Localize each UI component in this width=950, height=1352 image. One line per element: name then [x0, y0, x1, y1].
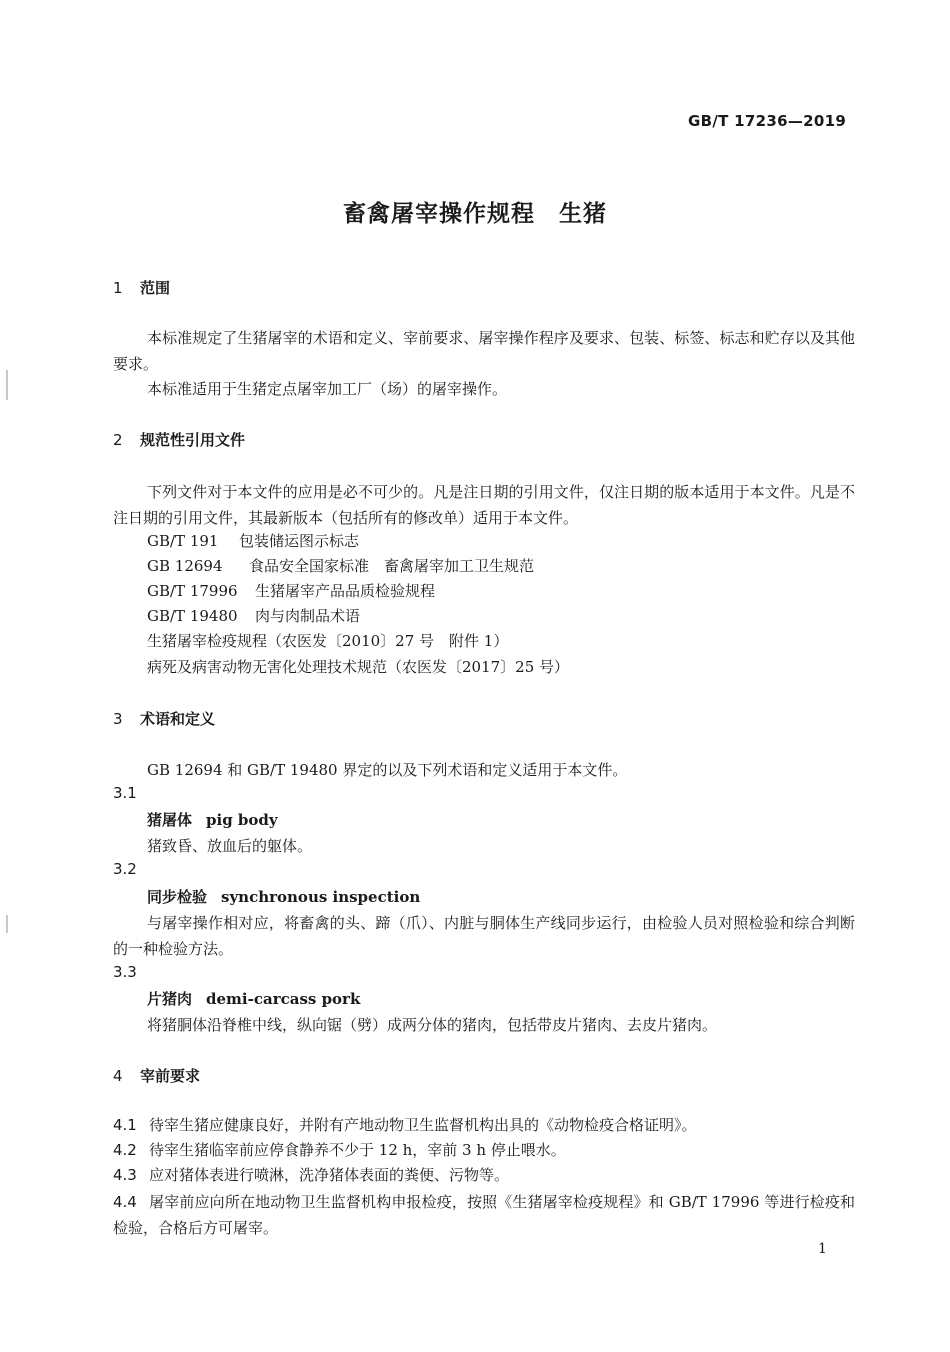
term-english: pig body	[206, 811, 278, 829]
clause	[113, 1189, 855, 1241]
clause	[113, 1139, 566, 1160]
reference-item	[147, 580, 435, 601]
page-number: 1	[818, 1241, 827, 1257]
clause-number: 4.1	[113, 1116, 137, 1134]
reference-title: 食品安全国家标准 畜禽屠宰加工卫生规范	[249, 557, 535, 575]
reference-code: GB/T 17996	[147, 582, 238, 600]
reference-title: 包装储运图示标志	[239, 532, 360, 550]
paragraph: 本标准适用于生猪定点屠宰加工厂（场）的屠宰操作。	[147, 380, 508, 398]
section-heading-3	[113, 708, 215, 729]
term-definition: 与屠宰操作相对应，将畜禽的头、蹄（爪）、内脏与胴体生产线同步运行，由检验人员对照检验和综合判断的一种检验方法。	[113, 914, 855, 958]
standard-number: GB/T 17236—2019	[688, 112, 847, 130]
paragraph: 本标准规定了生猪屠宰的术语和定义、宰前要求、屠宰操作程序及要求、包装、标签、标志和贮存以及其他要求。	[113, 329, 855, 373]
term-english: synchronous inspection	[221, 888, 421, 906]
section-title: 宰前要求	[140, 1067, 201, 1085]
clause-text: 待宰生猪临宰前应停食静养不少于 12 h，宰前 3 h 停止喂水。	[149, 1141, 566, 1159]
term-chinese: 猪屠体	[147, 811, 193, 829]
reference-title: 肉与肉制品术语	[255, 607, 361, 625]
section-heading-4	[113, 1065, 200, 1086]
term-entry	[147, 886, 420, 907]
reference-title: 生猪屠宰产品品质检验规程	[255, 582, 436, 600]
clause-number: 4.4	[113, 1193, 137, 1211]
clause	[113, 1114, 697, 1135]
clause-number: 4.3	[113, 1166, 137, 1184]
scan-artifact	[6, 915, 8, 933]
term-chinese: 片猪肉	[147, 990, 193, 1008]
clause-text: 应对猪体表进行喷淋，洗净猪体表面的粪便、污物等。	[149, 1166, 510, 1184]
term-definition: 将猪胴体沿脊椎中线，纵向锯（劈）成两分体的猪肉，包括带皮片猪肉、去皮片猪肉。	[147, 1016, 718, 1034]
paragraph: 下列文件对于本文件的应用是必不可少的。凡是注日期的引用文件，仅注日期的版本适用于本文件。凡是不注日期的引用文件，其最新版本（包括所有的修改单）适用于本文件。	[113, 483, 855, 527]
reference-code: GB/T 191	[147, 532, 219, 550]
reference-code: GB/T 19480	[147, 607, 238, 625]
term-number: 3.3	[113, 963, 137, 981]
term-number: 3.2	[113, 860, 137, 878]
section-number: 1	[113, 279, 123, 297]
section-heading-1	[113, 277, 170, 298]
section-title: 规范性引用文件	[140, 431, 246, 449]
paragraph: GB 12694 和 GB/T 19480 界定的以及下列术语和定义适用于本文件。	[147, 761, 628, 779]
section-title: 术语和定义	[140, 710, 216, 728]
term-definition: 猪致昏、放血后的躯体。	[147, 837, 313, 855]
term-english: demi-carcass pork	[206, 990, 361, 1008]
reference-item	[147, 555, 534, 576]
term-chinese: 同步检验	[147, 888, 208, 906]
term-number: 3.1	[113, 784, 137, 802]
section-heading-2	[113, 429, 245, 450]
clause-text: 待宰生猪应健康良好，并附有产地动物卫生监督机构出具的《动物检疫合格证明》。	[149, 1116, 697, 1134]
reference-item: 病死及病害动物无害化处理技术规范（农医发〔2017〕25 号）	[147, 658, 570, 676]
section-number: 3	[113, 710, 123, 728]
clause-text: 屠宰前应向所在地动物卫生监督机构申报检疫，按照《生猪屠宰检疫规程》和 GB/T 17996 等进行检疫和检验，合格后方可屠宰。	[113, 1193, 855, 1237]
reference-code: GB 12694	[147, 557, 223, 575]
section-number: 2	[113, 431, 123, 449]
section-number: 4	[113, 1067, 123, 1085]
clause-number: 4.2	[113, 1141, 137, 1159]
reference-item	[147, 530, 359, 551]
section-title: 范围	[140, 279, 171, 297]
scan-artifact	[6, 370, 8, 400]
term-entry	[147, 988, 360, 1009]
term-entry	[147, 809, 278, 830]
clause	[113, 1164, 509, 1185]
reference-item	[147, 605, 360, 626]
document-title: 畜禽屠宰操作规程 生猪	[343, 201, 607, 227]
reference-item: 生猪屠宰检疫规程（农医发〔2010〕27 号 附件 1）	[147, 632, 509, 650]
